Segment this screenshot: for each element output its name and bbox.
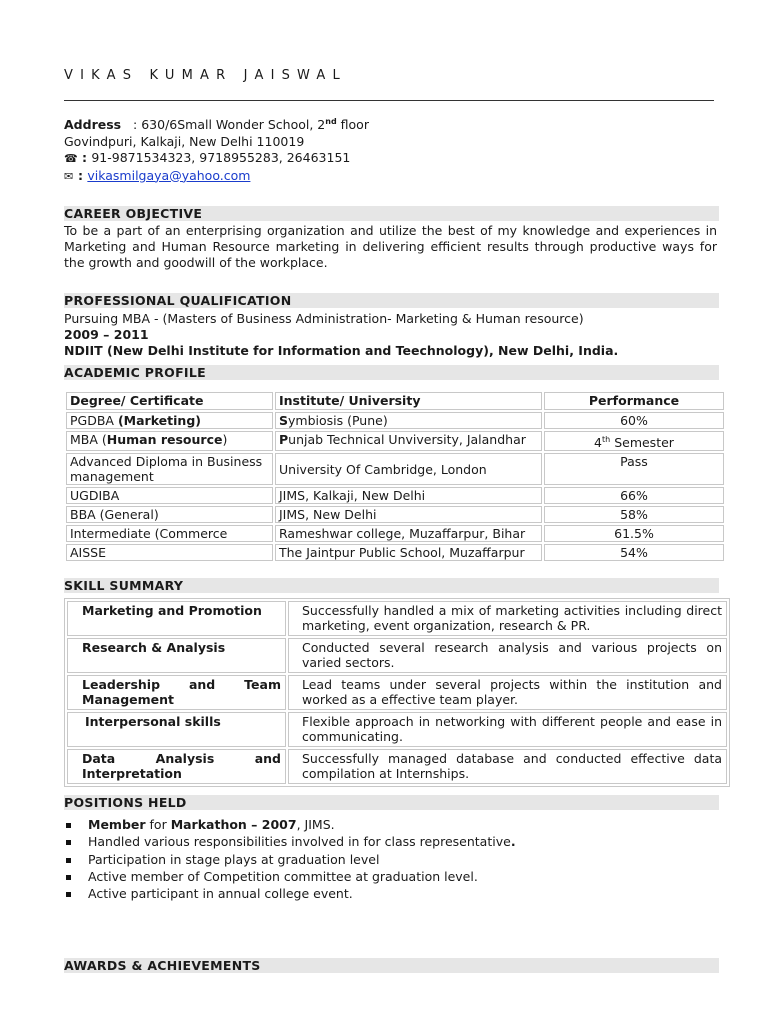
performance-cell: Pass — [544, 453, 724, 485]
phone-line: ☎ : 91-9871534323, 9718955283, 26463151 — [64, 150, 369, 168]
degree-cell: MBA (Human resource) — [66, 431, 273, 451]
academic-profile-heading: ACADEMIC PROFILE — [64, 365, 719, 380]
degree-cell: AISSE — [66, 544, 273, 561]
career-objective-text: To be a part of an enterprising organization and utilize the best of my knowledge and experiences in Marketing and Human Resource marketing in delivering efficient results through productive ways for the growth and goodwill of the workplace. — [64, 223, 717, 271]
list-item: Member for Markathon – 2007, JIMS. — [64, 816, 516, 833]
positions-list — [64, 816, 516, 902]
qualification-institute: NDIIT (New Delhi Institute for Information and Teechnology), New Delhi, India. — [64, 343, 619, 358]
skill-name: Interpersonal skills — [67, 712, 286, 747]
address-line-1: Address : 630/6Small Wonder School, 2nd floor — [64, 117, 369, 133]
skill-description: Conducted several research analysis and various projects on varied sectors. — [288, 638, 727, 673]
awards-heading: AWARDS & ACHIEVEMENTS — [64, 958, 719, 973]
address-sup: nd — [325, 117, 337, 126]
list-item: Participation in stage plays at graduation level — [64, 851, 516, 868]
professional-qualification-heading: PROFESSIONAL QUALIFICATION — [64, 293, 719, 308]
table-row — [66, 412, 724, 429]
institute-cell: JIMS, New Delhi — [275, 506, 542, 523]
academic-table — [64, 390, 726, 563]
header-divider — [64, 100, 714, 101]
degree-cell: Intermediate (Commerce — [66, 525, 273, 542]
skill-description: Flexible approach in networking with different people and ease in communicating. — [288, 712, 727, 747]
skill-summary-heading: SKILL SUMMARY — [64, 578, 719, 593]
table-row — [66, 544, 724, 561]
email-line: ✉ : vikasmilgaya@yahoo.com — [64, 168, 369, 186]
skill-description: Lead teams under several projects within the institution and worked as a effective team player. — [288, 675, 727, 710]
candidate-name: VIKAS KUMAR JAISWAL — [64, 68, 347, 83]
degree-cell: UGDIBA — [66, 487, 273, 504]
list-item: Handled various responsibilities involved in for class representative. — [64, 833, 516, 850]
address-label: Address — [64, 117, 122, 133]
performance-cell: 58% — [544, 506, 724, 523]
table-row — [66, 453, 724, 485]
table-row — [67, 601, 727, 636]
table-row — [66, 431, 724, 451]
table-row — [66, 487, 724, 504]
career-objective-heading: CAREER OBJECTIVE — [64, 206, 719, 221]
positions-held-heading: POSITIONS HELD — [64, 795, 719, 810]
table-header-row — [66, 392, 724, 410]
degree-cell: Advanced Diploma in Business management — [66, 453, 273, 485]
address-line-2: Govindpuri, Kalkaji, New Delhi 110019 — [64, 133, 305, 149]
performance-cell: 4th Semester — [544, 431, 724, 451]
contact-block — [64, 114, 369, 185]
skill-table — [64, 598, 730, 787]
performance-cell: 66% — [544, 487, 724, 504]
col-performance: Performance — [544, 392, 724, 410]
institute-cell: The Jaintpur Public School, Muzaffarpur — [275, 544, 542, 561]
qualification-program: Pursuing MBA - (Masters of Business Administration- Marketing & Human resource) — [64, 311, 584, 326]
table-row — [67, 638, 727, 673]
table-row — [67, 675, 727, 710]
institute-cell: Punjab Technical Unviversity, Jalandhar — [275, 431, 542, 451]
col-institute: Institute/ University — [275, 392, 542, 410]
email-icon: ✉ — [64, 169, 74, 183]
phone-numbers: 91-9871534323, 9718955283, 26463151 — [91, 150, 351, 166]
address-street: 630/6Small Wonder School, 2 — [141, 117, 326, 133]
table-row — [67, 749, 727, 784]
performance-cell: 60% — [544, 412, 724, 429]
address-floor: floor — [336, 117, 369, 133]
skill-name: Research & Analysis — [67, 638, 286, 673]
table-row — [67, 712, 727, 747]
skill-description: Successfully handled a mix of marketing activities including direct marketing, event organization, research & PR. — [288, 601, 727, 636]
table-row — [66, 506, 724, 523]
degree-cell: PGDBA (Marketing) — [66, 412, 273, 429]
institute-cell: Symbiosis (Pune) — [275, 412, 542, 429]
skill-description: Successfully managed database and conducted effective data compilation at Internships. — [288, 749, 727, 784]
degree-cell: BBA (General) — [66, 506, 273, 523]
performance-cell: 54% — [544, 544, 724, 561]
qualification-years: 2009 – 2011 — [64, 327, 149, 342]
col-degree: Degree/ Certificate — [66, 392, 273, 410]
list-item: Active participant in annual college event. — [64, 885, 516, 902]
skill-name: Data Analysis and Interpretation — [67, 749, 286, 784]
institute-cell: Rameshwar college, Muzaffarpur, Bihar — [275, 525, 542, 542]
skill-name: Leadership and Team Management — [67, 675, 286, 710]
email-link[interactable]: vikasmilgaya@yahoo.com — [87, 167, 251, 183]
performance-cell: 61.5% — [544, 525, 724, 542]
list-item: Active member of Competition committee at graduation level. — [64, 868, 516, 885]
skill-name: Marketing and Promotion — [67, 601, 286, 636]
table-row — [66, 525, 724, 542]
institute-cell: University Of Cambridge, London — [275, 453, 542, 485]
phone-icon: ☎ — [64, 152, 78, 166]
institute-cell: JIMS, Kalkaji, New Delhi — [275, 487, 542, 504]
qualification-block — [64, 311, 618, 359]
